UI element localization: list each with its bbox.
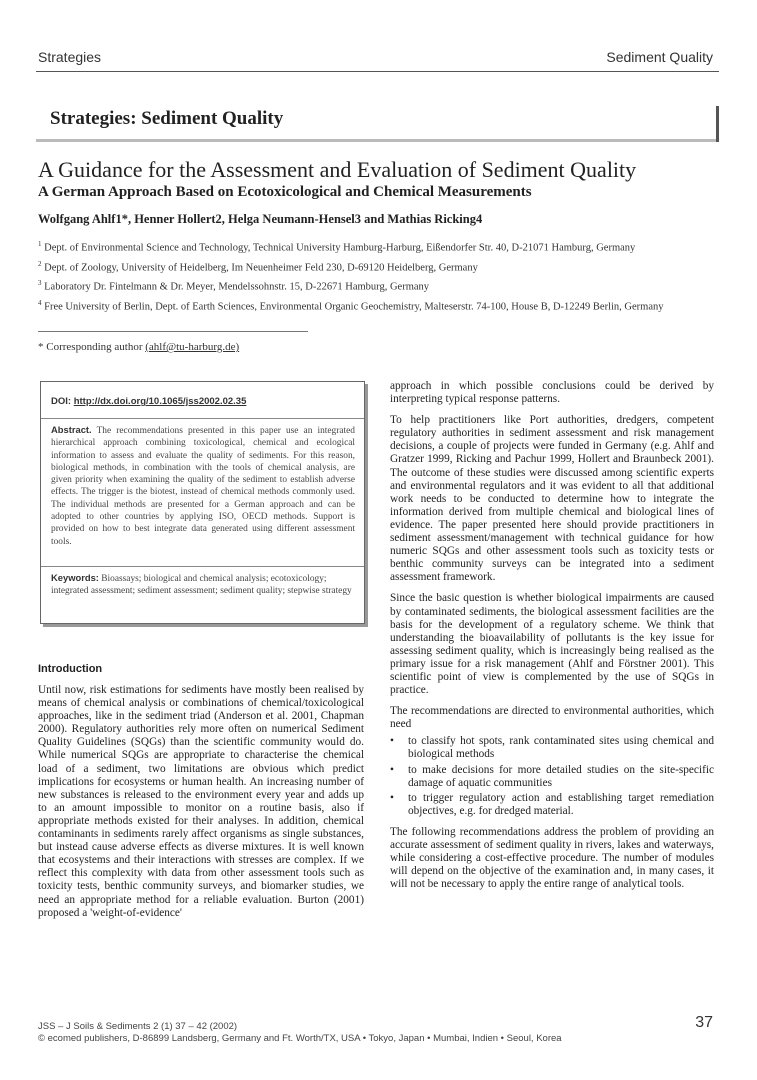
corresponding-email-link[interactable]: (ahlf@tu-harburg.de) [145,341,240,353]
paragraph: The following recommendations address the problem of providing an accurate assessment of sediment quality in rivers, lakes and waterways, while considering a cost-effective procedure. The number of modules will depend on the objective of the examination and, in many cases, it will not be necessary to apply the entire range of analytical tools. [390,825,714,891]
list-item: • to make decisions for more detailed studies on the site-specific damage of aquatic communities [408,764,714,790]
right-column [390,380,714,899]
affiliation-number: 2 [38,259,42,268]
affiliation-text: Dept. of Environmental Science and Technology, Technical University Hamburg-Harburg, Eißendorfer Str. 40, D-21071 Hamburg, Germany [44,242,636,254]
affiliation [38,238,728,255]
affiliation-number: 1 [38,240,42,248]
affiliation-text: Dept. of Zoology, University of Heidelberg, Im Neuenheimer Feld 230, D-69120 Heidelberg, Germany [44,262,478,273]
header-rule [36,71,719,72]
corresponding-label: * Corresponding author [38,341,143,353]
abstract-label: Abstract. [51,424,92,435]
abstract-divider [41,418,364,419]
article-title: A Guidance for the Assessment and Evaluation of Sediment Quality [38,157,637,182]
article-subtitle: A German Approach Based on Ecotoxicological and Chemical Measurements [38,184,532,200]
corresponding-author [38,341,239,353]
affiliation-number: 4 [38,298,42,307]
keywords-label: Keywords: [51,572,99,583]
affiliations [38,238,728,316]
affiliation [38,297,728,314]
section-banner [36,102,719,142]
affiliation-text: Free University of Berlin, Dept. of Earth Sciences, Environmental Organic Geochemistry, Malteserstr. 74-100, House B, D-12249 Berlin, Germany [44,301,664,312]
paragraph: To help practitioners like Port authorities, dredgers, competent regulatory authorities in sediment assessment and risk management decisions, a couple of projects were funded in Germany (e.g. Ahlf and Gratzer 1999, Ricking and Pachur 1999, Hollert and Braunbeck 2001). The outcome of these studies were discussed among scientific experts and environmental regulators and it was evident to all that additional work needs to be conducted to determine how to integrate the information derived from multiple chemical and biological lines of evidence. The paper presented here should provide practitioners in sediment assessment/management with technical guidance for how numeric SQGs and other assessment tools such as toxicity tests or benthic community surveys can be integrated into a sediment assessment framework. [390,414,714,584]
affiliation [38,277,728,294]
page-number: 37 [695,1014,713,1031]
introduction-text [38,684,364,928]
publisher-line: © ecomed publishers, D-86899 Landsberg, Germany and Ft. Worth/TX, USA • Tokyo, Japan • Mumbai, Indien • Seoul, Korea [38,1033,562,1044]
abstract-body: The recommendations presented in this paper use an integrated hierarchical approach combining toxicological, chemical and ecological information to assess and evaluate the quality of sediments. For this reason, biological methods, in combination with the tools of chemical analysis, are given priority when examining the quality of the sediment to establish adverse effects. The trigger is the biotest, instead of chemical methods commonly used. The individual methods are presented for a German approach and can be adopted to other countries by applying ISO, OECD methods. Support is provided on how to best integrate data generated using different assessment tools. [51,426,355,547]
banner-underline [36,139,719,142]
footer [38,1021,562,1045]
keywords-body: Bioassays; biological and chemical analysis; ecotoxicology; integrated assessment; sediment assessment; sediment quality; stepwise strategy [51,574,352,597]
keywords-divider [41,566,364,567]
author-list: Wolfgang Ahlf1*, Henner Hollert2, Helga Neumann-Hensel3 and Mathias Ricking4 [38,212,483,226]
abstract [51,424,355,548]
affiliation-rule [38,331,308,332]
recommendation-list [390,735,714,818]
paragraph: approach in which possible conclusions could be derived by interpreting typical response patterns. [390,380,714,406]
paragraph: Since the basic question is whether biological impairments are caused by contaminated sediments, the biological assessment facilities are the basis for the development of a regulatory scheme. We think that understanding the bioavailability of pollutants is the key issue for assessing sediment quality, which is increasingly being realised as the primary issue for a risk management (Ahlf and Förstner 2001). This scientific point of view is complemented by the use of SQGs in practice. [390,592,714,697]
paragraph: Until now, risk estimations for sediments have mostly been realised by means of chemical analysis or combinations of chemical/toxicological approaches, like in the sediment triad (Anderson et al. 2001, Chapman 2000). Regulatory authorities rely more often on numerical Sediment Quality Guidelines (SQGs) than the scientific community would do. While numerical SQGs are appropriate to characterise the chemical load of a sediment, two limitations are obvious which predict implications for ecosystems or human health. An increasing number of new substances is released to the environment every year and adds up to an amount impossible to monitor on a routine basis, also if appropriate methods existed for their analyses. In addition, chemical contaminants in sediments rarely affect organisms as single substances, but instead cause adverse effects as diverse mixtures. It is well known that ecosystems and their interactions with stresses are complex. If we reflect this complexity with data from other assessment tools such as toxicity tests, benthic community surveys, and biomarker studies, we need an appropriate method for a reliable evaluation. Burton (2001) proposed a 'weight-of-evidence' [38,684,364,919]
doi-link[interactable]: http://dx.doi.org/10.1065/jss2002.02.35 [73,396,247,407]
affiliation [38,258,728,275]
list-item: • to classify hot spots, rank contaminated sites using chemical and biological methods [408,735,714,761]
doi-label: DOI: [51,396,72,407]
affiliation-number: 3 [38,279,42,287]
doi-line [51,396,246,407]
banner-title: Strategies: Sediment Quality [50,108,284,129]
banner-edge [716,106,719,142]
paragraph: The recommendations are directed to environmental authorities, which need [390,705,714,731]
running-header-right: Sediment Quality [606,49,713,65]
list-item: • to trigger regulatory action and establishing target remediation objectives, e.g. for dredged material. [408,792,714,818]
keywords [51,572,355,598]
running-header-left: Strategies [38,49,102,65]
affiliation-text: Laboratory Dr. Fintelmann & Dr. Meyer, Mendelssohnstr. 15, D-22671 Hamburg, Germany [44,281,430,293]
abstract-box [40,381,365,624]
journal-citation: JSS – J Soils & Sediments 2 (1) 37 – 42 (2002) [38,1021,238,1032]
introduction-heading: Introduction [38,663,103,675]
